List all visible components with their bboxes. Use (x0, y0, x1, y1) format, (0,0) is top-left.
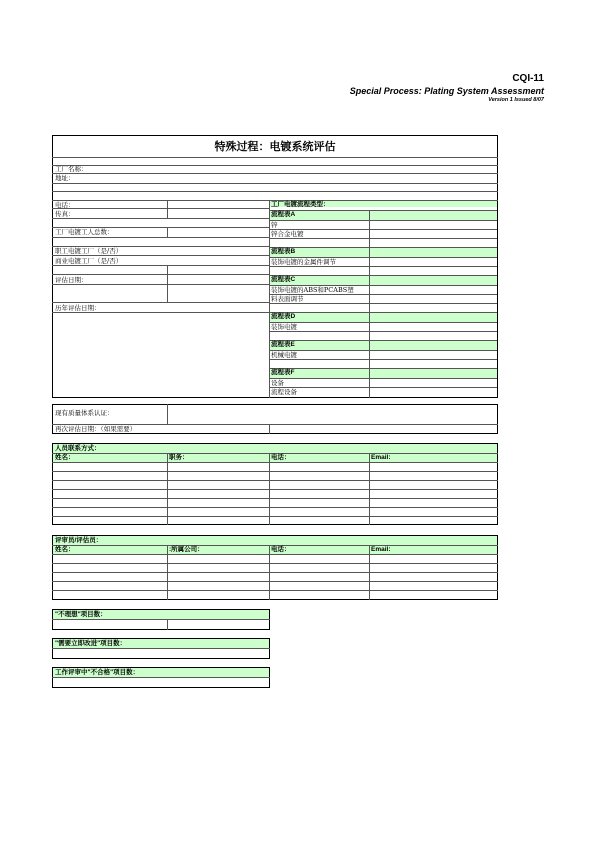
assessors-col-company: :所属公司： (169, 546, 204, 553)
table-a-label: 流程表A (271, 211, 296, 218)
table-d-line-1: 装饰电镀 (271, 323, 297, 331)
phone-label: 电话： (55, 201, 75, 209)
table-c-line-1: 装饰电镀的ABS和PCABS塑 (271, 286, 354, 294)
personnel-col-email: Email: (371, 454, 391, 461)
worker-count-label: 工厂电镀工人总数： (55, 228, 114, 236)
table-e-fill (270, 341, 497, 350)
assessors-col-email: Email: (371, 546, 391, 553)
assessors-heading: 评审员/评估员： (55, 537, 103, 544)
table-e-line-1: 机械电镀 (271, 351, 297, 359)
table-d-label: 流程表D (271, 313, 296, 320)
table-d-fill (270, 313, 497, 322)
form-version: Version 1 Issued 8/07 (488, 97, 544, 103)
table-f-label: 流程表F (271, 369, 295, 376)
reassess-date-label: 再次评估日期：（如果需要） (55, 425, 137, 433)
plant-name-label: 工厂名称： (55, 165, 88, 173)
prior-dates-label: 历年评估日期： (55, 304, 101, 312)
table-e-label: 流程表E (271, 341, 295, 348)
table-a-line-1: 锌 (271, 221, 278, 229)
fax-label: 传真： (55, 210, 75, 218)
commercial-plant-label: 商业电镀工厂（是/否） (55, 257, 123, 265)
table-b-line-1: 装饰电镀的金属件调节 (271, 258, 336, 266)
personnel-col-phone: 电话： (271, 454, 291, 461)
assessors-col-name: 姓名： (55, 546, 75, 553)
table-c-fill (270, 276, 497, 285)
table-c-line-2: 料表面调节 (271, 295, 304, 303)
assessors-col-phone: 电话： (271, 546, 291, 553)
form-title: 特殊过程：电镀系统评估 (214, 140, 336, 153)
table-a-line-2: 锌合金电镀 (271, 230, 304, 238)
personnel-heading: 人员联系方式： (55, 445, 101, 452)
count-nonconforming-label: 工作评审中"不合格"项目数： (55, 669, 140, 676)
assessment-date-label: 评估日期： (55, 276, 88, 284)
quality-cert-label: 现有质量体系认证： (55, 409, 114, 417)
table-f-line-1: 设备 (271, 379, 284, 387)
table-f-line-2: 流程设备 (271, 388, 297, 396)
personnel-col-name: 姓名： (55, 454, 75, 461)
table-c-label: 流程表C (271, 276, 296, 283)
process-types-heading: 工厂电镀流程类型： (271, 201, 330, 208)
personnel-col-title: 职务： (169, 454, 189, 461)
form-subtitle: Special Process: Plating System Assessment (349, 86, 544, 96)
table-f-fill (270, 369, 497, 378)
form-code: CQI-11 (512, 73, 544, 84)
count-immediate-label: "需要立即改进"项目数： (55, 640, 127, 647)
address-label: 地址： (55, 174, 75, 182)
table-b-label: 流程表B (271, 248, 296, 255)
table-b-fill (270, 248, 497, 257)
captive-plant-label: 职工电镀工厂（是/否） (55, 247, 123, 255)
table-a-fill (270, 211, 497, 220)
count-unsatisfactory-label: "不理想"项目数： (55, 611, 107, 618)
